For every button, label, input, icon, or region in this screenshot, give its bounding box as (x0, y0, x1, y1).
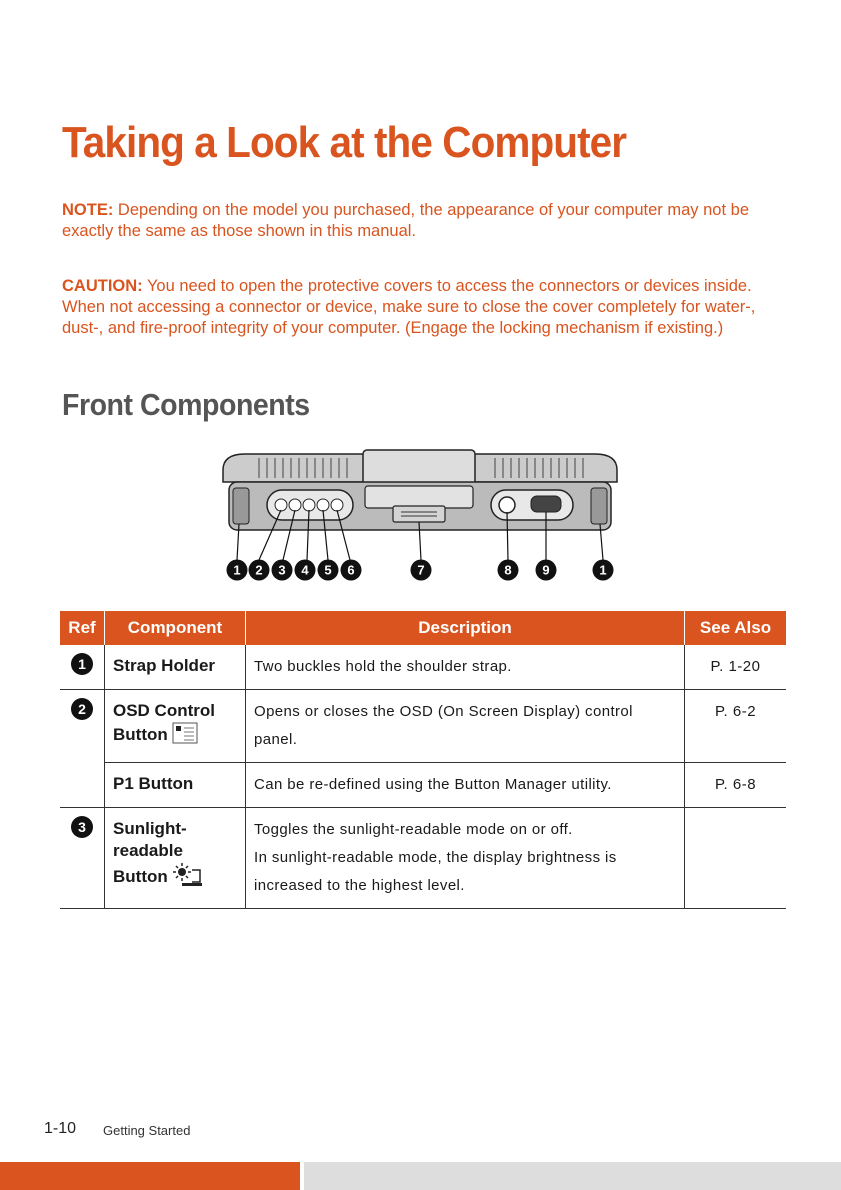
component-cell: P1 Button (105, 763, 246, 808)
component-name: OSD Control Button (113, 701, 215, 744)
description-cell: Opens or closes the OSD (On Screen Display) control panel. (246, 690, 685, 763)
footer-accent-bar (0, 1162, 300, 1190)
table-row (60, 808, 786, 909)
callout-7-label: 7 (417, 562, 425, 578)
ref-badge: 2 (71, 698, 93, 720)
page-number: 1-10 (44, 1120, 77, 1137)
caution-label: CAUTION: (62, 277, 143, 295)
callout-3-label: 3 (278, 562, 286, 578)
callout-6-label: 6 (347, 562, 355, 578)
table-header-row (60, 611, 786, 645)
callout-1-left-label: 1 (233, 562, 241, 578)
caution-text: You need to open the protective covers to access the connectors or devices inside. When not accessing a connector or device, make sure to close the cover completely for water-, dust-, and fire-proof integrity of your computer. (Engage the locking mechanism if existing.) (62, 277, 756, 337)
ref-cell (60, 645, 105, 690)
note-text: Depending on the model you purchased, the appearance of your computer may not be exactly the same as those shown in this manual. (62, 201, 750, 240)
header-description: Description (246, 611, 685, 645)
computer-front-illustration (223, 450, 617, 530)
note-label: NOTE: (62, 201, 114, 219)
sunlight-icon (170, 862, 204, 888)
callout-4-label: 4 (301, 562, 309, 578)
header-component: Component (105, 611, 246, 645)
see-also-cell: P. 6-2 (685, 690, 787, 763)
front-components-figure (215, 448, 625, 583)
component-name: Sunlight-readable Button (113, 819, 187, 886)
see-also-cell: P. 1-20 (685, 645, 787, 690)
callout-5-label: 5 (324, 562, 332, 578)
ref-cell (60, 808, 105, 909)
description-line-1: Toggles the sunlight-readable mode on or off. (254, 821, 573, 838)
header-see-also: See Also (685, 611, 787, 645)
osd-icon (172, 722, 198, 744)
component-cell: Strap Holder (105, 645, 246, 690)
header-ref: Ref (60, 611, 105, 645)
see-also-cell (685, 808, 787, 909)
ref-cell (60, 690, 105, 763)
note-paragraph (62, 200, 792, 242)
footer-gray-bar (304, 1162, 841, 1190)
callout-8-label: 8 (504, 562, 512, 578)
table-row (60, 690, 786, 763)
callout-9-label: 9 (542, 562, 550, 578)
caution-paragraph (62, 276, 792, 339)
ref-badge: 1 (71, 653, 93, 675)
component-cell (105, 808, 246, 909)
description-cell: Two buckles hold the shoulder strap. (246, 645, 685, 690)
section-heading: Front Components (62, 387, 310, 422)
description-cell: Can be re-defined using the Button Manager utility. (246, 763, 685, 808)
callout-1-right-label: 1 (599, 562, 607, 578)
ref-badge: 3 (71, 816, 93, 838)
components-table (60, 611, 786, 909)
see-also-cell: P. 6-8 (685, 763, 787, 808)
table-row (60, 763, 786, 808)
component-cell (105, 690, 246, 763)
page-title: Taking a Look at the Computer (62, 118, 627, 167)
description-cell (246, 808, 685, 909)
callout-2-label: 2 (255, 562, 263, 578)
ref-cell (60, 763, 105, 808)
footer-section: Getting Started (103, 1123, 191, 1138)
table-row (60, 645, 786, 690)
description-line-2: In sunlight-readable mode, the display brightness is increased to the highest level. (254, 849, 617, 894)
